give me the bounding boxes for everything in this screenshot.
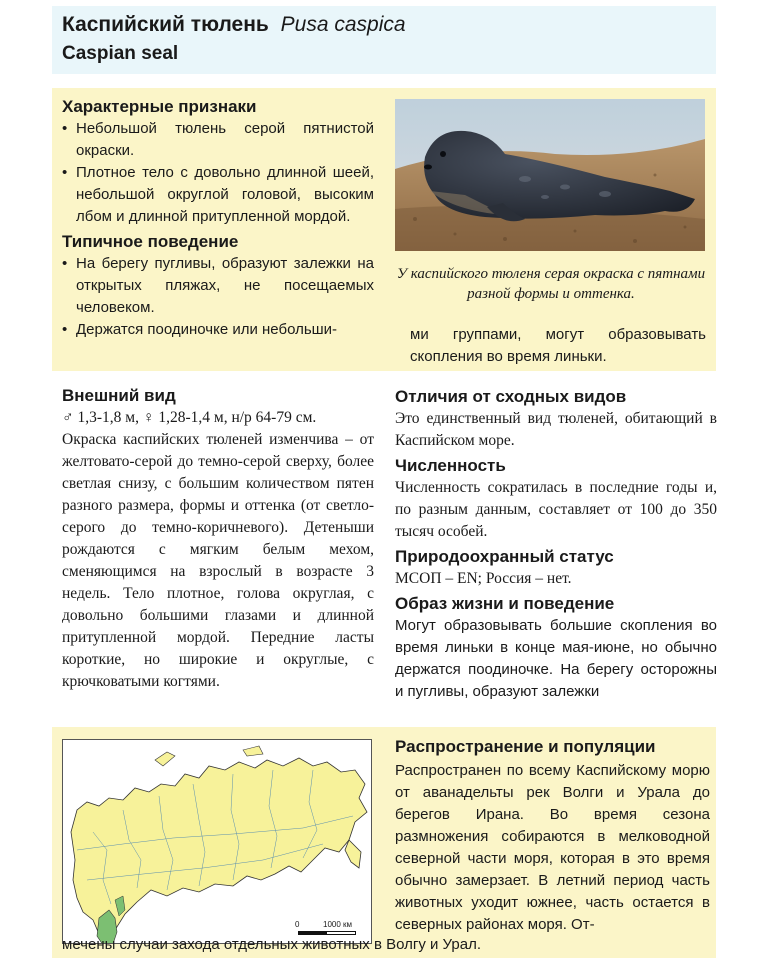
list-item: • Плотное тело с довольно длинной шеей, небольшой округлой головой, высоким лбом и длинной притупленной мордой. (62, 162, 374, 228)
conservation-heading: Природоохранный статус (395, 547, 614, 566)
list-item: • Держатся поодиночке или небольши- (62, 319, 374, 341)
distribution-box (52, 727, 716, 958)
list-item: • На берегу пугливы, образуют залежки на открытых пляжах, не посещаемых человеком. (62, 253, 374, 319)
conservation-text: МСОП – EN; Россия – нет. (395, 570, 572, 587)
lifestyle-text: Могут образовывать большие скопления во время линьки в конце мая-июне, но обычно держатся поодиночке. На берегу осторожны и пугливы, образуют залежки (395, 617, 717, 700)
measurements: ♂ 1,3-1,8 м, ♀ 1,28-1,4 м, н/р 64-79 см. (62, 409, 317, 426)
title-bar (52, 6, 716, 74)
behavior-heading: Типичное поведение (62, 232, 239, 251)
species-title (62, 10, 706, 40)
scale-distance-label: 1000 км (323, 920, 353, 929)
summary-box (52, 88, 716, 371)
appearance-heading: Внешний вид (62, 386, 176, 405)
features-heading: Характерные признаки (62, 97, 257, 116)
range-map (62, 739, 372, 944)
population-text: Численность сократилась в последние годы и, по разным данным, составляет от 100 до 350 тысяч особей. (395, 479, 717, 540)
distribution-text: Распространен по всему Каспийскому морю от аванадельты рек Волги и Урала до берегов Ирана. Во время сезона размножения собираются в мелководной северной части моря, которая в это время обычно замерзает. В летний период часть животных уходит южнее, часть остается в северных районах моря. От- (395, 762, 710, 933)
title-english: Caspian seal (62, 43, 179, 64)
appearance-text: Окраска каспийских тюленей изменчива – от желтовато-серой до темно-серой сверху, более светлая снизу, с большим количеством пятен разного размера, формы и оттенка (от светло-серого до темно-коричневого). Детеныши рождаются с мягким белым мехом, сменяющимся на взрослый в возрасте 3 недель. Тело плотное, голова округлая, с довольно большими глазами и длинной притупленной мордой. Передние ласты короткие, но широкие и округлые, с крючковатыми когтями. (62, 431, 374, 690)
seal-photo-illustration (395, 99, 705, 251)
title-russian: Каспийский тюлень (62, 13, 269, 36)
lifestyle-heading: Образ жизни и поведение (395, 594, 615, 613)
features-list (62, 118, 374, 228)
population-heading: Численность (395, 456, 506, 475)
russia-range-map (63, 740, 372, 944)
title-latin: Pusa caspica (280, 13, 406, 36)
distribution-heading: Распространение и популяции (395, 737, 656, 756)
photo-caption: У каспийского тюленя серая окраска с пятнами разной формы и оттенка. (396, 266, 706, 302)
distribution-text-last-line: мечены случаи захода отдельных животных в Волгу и Урал. (62, 936, 481, 953)
differences-heading: Отличия от сходных видов (395, 387, 627, 406)
differences-text: Это единственный вид тюленей, обитающий в Каспийском море. (395, 410, 717, 449)
behavior-continuation: ми группами, могут образовывать скопления во время линьки. (410, 326, 706, 365)
list-item: • Небольшой тюлень серой пятнистой окраски. (62, 118, 374, 162)
scale-zero-label: 0 (295, 920, 300, 929)
details-column (395, 386, 717, 703)
behavior-list (62, 253, 374, 341)
seal-photo (395, 99, 705, 251)
appearance-section (62, 385, 374, 693)
summary-left-column (62, 96, 374, 341)
